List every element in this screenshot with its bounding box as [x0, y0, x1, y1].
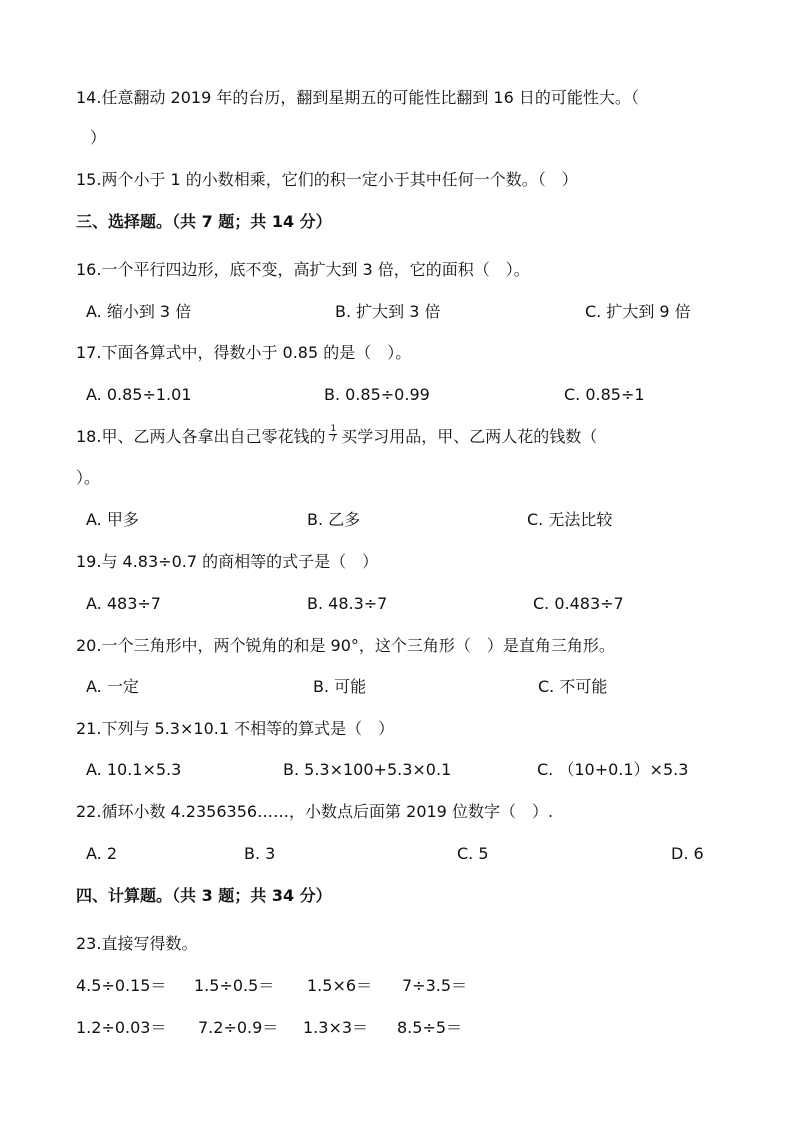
question-16-option-b: B. 扩大到 3 倍: [335, 302, 441, 321]
question-20-option-b: B. 可能: [313, 677, 367, 696]
question-21-option-b: B. 5.3×100+5.3×0.1: [283, 760, 452, 779]
question-19-stem: 19.与 4.83÷0.7 的商相等的式子是（ ）: [76, 552, 379, 571]
question-22-option-a: A. 2: [86, 844, 118, 863]
question-18-option-b: B. 乙多: [307, 510, 361, 529]
question-22-option-b: B. 3: [244, 844, 276, 863]
question-20-option-c: C. 不可能: [538, 677, 608, 696]
question-19-option-c: C. 0.483÷7: [533, 594, 624, 613]
question-23-stem: 23.直接写得数。: [76, 934, 198, 953]
question-18-stem: [76, 426, 597, 448]
question-14-line-1: 14.任意翻动 2019 年的台历，翻到星期五的可能性比翻到 16 日的可能性大。（: [76, 88, 639, 107]
calc-row-1-item-3: 1.5×6＝: [307, 976, 373, 995]
fraction-denominator: 7: [330, 434, 337, 444]
question-17-option-a: A. 0.85÷1.01: [86, 385, 192, 404]
question-15: 15.两个小于 1 的小数相乘，它们的积一定小于其中任何一个数。（ ）: [76, 170, 578, 189]
fraction-numerator: 1: [330, 424, 337, 434]
question-17-option-b: B. 0.85÷0.99: [324, 385, 430, 404]
question-18-stem-before: 18.甲、乙两人各拿出自己零花钱的: [76, 427, 326, 446]
question-22-option-d: D. 6: [671, 844, 704, 863]
calc-row-1-item-4: 7÷3.5＝: [402, 976, 468, 995]
question-19-option-b: B. 48.3÷7: [307, 594, 388, 613]
question-18-fraction: [329, 425, 337, 444]
calc-row-2-item-3: 1.3×3＝: [303, 1018, 369, 1037]
question-16-option-c: C. 扩大到 9 倍: [585, 302, 691, 321]
calc-row-2-item-4: 8.5÷5＝: [397, 1018, 463, 1037]
question-22-option-c: C. 5: [457, 844, 489, 863]
question-20-stem: 20.一个三角形中，两个锐角的和是 90°，这个三角形（ ）是直角三角形。: [76, 636, 615, 655]
calc-row-2-item-2: 7.2÷0.9＝: [198, 1018, 279, 1037]
question-14-line-2: ）: [90, 128, 107, 147]
question-20-option-a: A. 一定: [86, 677, 139, 696]
question-22-stem: 22.循环小数 4.2356356……，小数点后面第 2019 位数字（ ）.: [76, 802, 554, 821]
question-18-stem-after: 买学习用品，甲、乙两人花的钱数（: [341, 427, 598, 446]
question-17-option-c: C. 0.85÷1: [564, 385, 645, 404]
question-21-option-c: C. （10+0.1）×5.3: [537, 760, 689, 779]
question-19-option-a: A. 483÷7: [86, 594, 161, 613]
question-18-option-a: A. 甲多: [86, 510, 139, 529]
calc-row-2-item-1: 1.2÷0.03＝: [76, 1018, 167, 1037]
question-21-stem: 21.下列与 5.3×10.1 不相等的算式是（ ）: [76, 719, 395, 738]
calc-row-1-item-2: 1.5÷0.5＝: [194, 976, 275, 995]
question-16-stem: 16.一个平行四边形，底不变，高扩大到 3 倍，它的面积（ ）。: [76, 260, 530, 279]
question-16-option-a: A. 缩小到 3 倍: [86, 302, 192, 321]
question-18-option-c: C. 无法比较: [527, 510, 613, 529]
section-3-heading: 三、选择题。（共 7 题；共 14 分）: [76, 212, 332, 231]
question-21-option-a: A. 10.1×5.3: [86, 760, 182, 779]
section-4-heading: 四、计算题。（共 3 题；共 34 分）: [76, 886, 332, 905]
question-18-line-2: ）。: [76, 468, 101, 487]
question-17-stem: 17.下面各算式中，得数小于 0.85 的是（ ）。: [76, 343, 412, 362]
calc-row-1-item-1: 4.5÷0.15＝: [76, 976, 167, 995]
